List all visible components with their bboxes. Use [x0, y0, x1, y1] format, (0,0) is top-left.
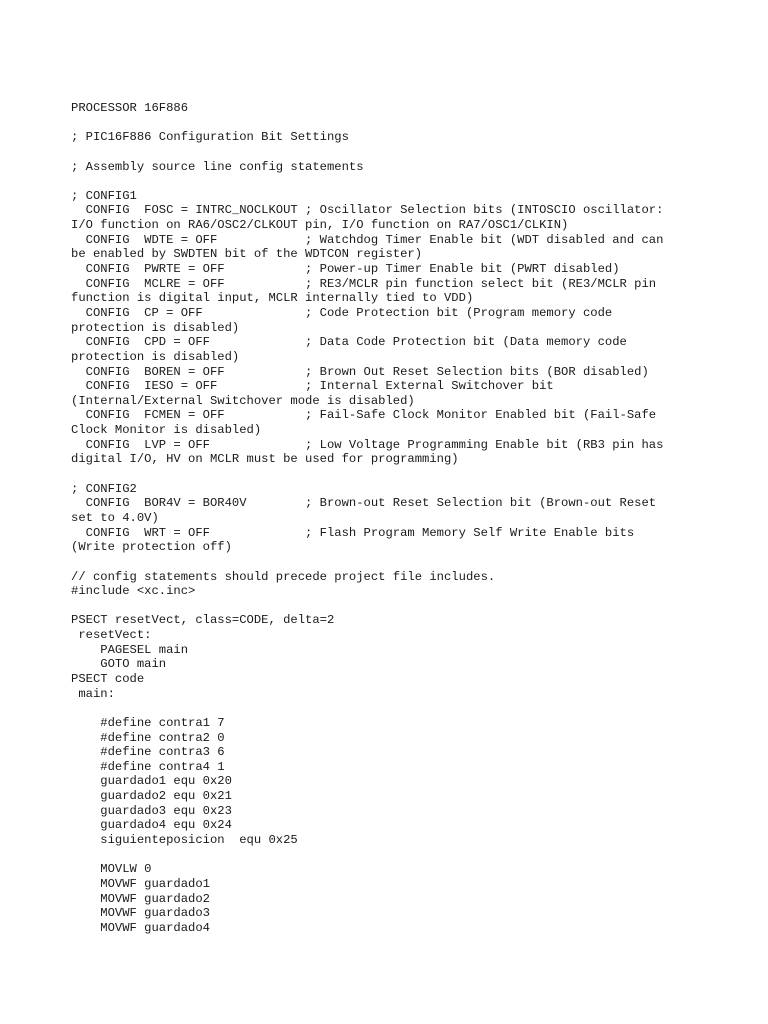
- code-line: ; CONFIG1: [71, 188, 137, 203]
- code-line: resetVect:: [71, 628, 152, 643]
- code-line: (Internal/External Switchover mode is disabled): [71, 393, 415, 408]
- code-line: protection is disabled): [71, 320, 240, 335]
- code-line: MOVWF guardado1: [71, 876, 210, 891]
- code-line: CONFIG WRT = OFF ; Flash Program Memory Self Write Enable bits: [71, 525, 635, 540]
- code-line: [71, 848, 751, 863]
- code-line: [71, 599, 751, 614]
- code-line: guardado4 equ 0x24: [71, 818, 232, 833]
- code-line: [71, 145, 751, 160]
- code-line: CONFIG BOREN = OFF ; Brown Out Reset Selection bits (BOR disabled): [71, 364, 649, 379]
- code-line: main:: [71, 686, 115, 701]
- code-line: [71, 116, 751, 131]
- code-line: Clock Monitor is disabled): [71, 423, 262, 438]
- code-line: GOTO main: [71, 657, 167, 672]
- code-line: CONFIG PWRTE = OFF ; Power-up Timer Enable bit (PWRT disabled): [71, 262, 620, 277]
- code-line: CONFIG CPD = OFF ; Data Code Protection bit (Data memory code: [71, 335, 627, 350]
- code-line: I/O function on RA6/OSC2/CLKOUT pin, I/O function on RA7/OSC1/CLKIN): [71, 218, 569, 233]
- code-line: CONFIG LVP = OFF ; Low Voltage Programming Enable bit (RB3 pin has: [71, 437, 664, 452]
- code-line: #include <xc.inc>: [71, 584, 196, 599]
- code-line: digital I/O, HV on MCLR must be used for programming): [71, 452, 459, 467]
- code-line: protection is disabled): [71, 349, 240, 364]
- code-line: ; CONFIG2: [71, 481, 137, 496]
- code-line: MOVWF guardado3: [71, 906, 210, 921]
- code-line: PSECT resetVect, class=CODE, delta=2: [71, 613, 335, 628]
- code-line: set to 4.0V): [71, 510, 159, 525]
- code-line: [71, 467, 751, 482]
- code-line: [71, 174, 751, 189]
- code-line: guardado1 equ 0x20: [71, 774, 232, 789]
- code-line: CONFIG FOSC = INTRC_NOCLKOUT ; Oscillator Selection bits (INTOSCIO oscillator:: [71, 203, 664, 218]
- code-line: CONFIG FCMEN = OFF ; Fail-Safe Clock Monitor Enabled bit (Fail-Safe: [71, 408, 657, 423]
- code-line: PROCESSOR 16F886: [71, 101, 189, 115]
- code-line: MOVWF guardado4: [71, 920, 210, 935]
- code-line: #define contra4 1: [71, 759, 225, 774]
- code-line: CONFIG CP = OFF ; Code Protection bit (Program memory code: [71, 305, 613, 320]
- code-line: guardado3 equ 0x23: [71, 803, 232, 818]
- document-page: [71, 101, 751, 936]
- code-line: #define contra3 6: [71, 745, 225, 760]
- code-line: (Write protection off): [71, 540, 232, 555]
- code-line: CONFIG MCLRE = OFF ; RE3/MCLR pin function select bit (RE3/MCLR pin: [71, 276, 657, 291]
- code-line: CONFIG IESO = OFF ; Internal External Switchover bit: [71, 379, 554, 394]
- code-line: MOVLW 0: [71, 862, 152, 877]
- code-line: MOVWF guardado2: [71, 891, 210, 906]
- code-line: #define contra1 7: [71, 715, 225, 730]
- code-line: siguienteposicion equ 0x25: [71, 833, 298, 848]
- code-line: // config statements should precede project file includes.: [71, 569, 496, 584]
- code-line: [71, 701, 751, 716]
- code-line: PAGESEL main: [71, 642, 189, 657]
- code-line: guardado2 equ 0x21: [71, 789, 232, 804]
- code-line: #define contra2 0: [71, 730, 225, 745]
- code-line: function is digital input, MCLR internally tied to VDD): [71, 291, 474, 306]
- code-line: PSECT code: [71, 671, 145, 686]
- code-line: be enabled by SWDTEN bit of the WDTCON register): [71, 247, 423, 262]
- code-line: [71, 555, 751, 570]
- code-line: ; PIC16F886 Configuration Bit Settings: [71, 130, 349, 145]
- code-line: CONFIG BOR4V = BOR40V ; Brown-out Reset Selection bit (Brown-out Reset: [71, 496, 657, 511]
- code-line: CONFIG WDTE = OFF ; Watchdog Timer Enable bit (WDT disabled and can: [71, 232, 664, 247]
- code-line: ; Assembly source line config statements: [71, 159, 364, 174]
